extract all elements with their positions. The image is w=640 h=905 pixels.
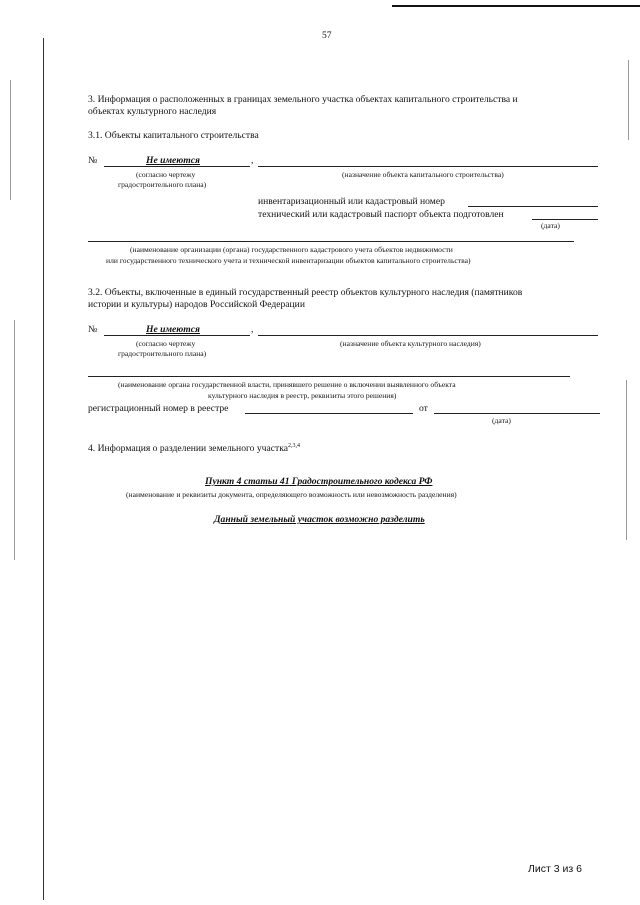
s32-authority-line	[88, 376, 570, 377]
s31-date-hint: (дата)	[541, 221, 560, 230]
s31-passport-label: технический или кадастровый паспорт объекта подготовлен	[258, 209, 504, 220]
s31-org-hint-line2: или государственного технического учета и технической инвентаризации объектов капитального строительства)	[106, 256, 471, 265]
scan-artifact	[10, 80, 11, 200]
section3-heading-line1: 3. Информация о расположенных в границах земельного участка объектах капитального строительства и	[88, 94, 518, 105]
scan-artifact	[14, 320, 15, 560]
s32-date-line	[434, 413, 600, 414]
s32-title-line1: 3.2. Объекты, включенные в единый государственный реестр объектов культурного наследия (памятников	[88, 287, 523, 298]
s32-authority-hint-line1: (наименование органа государственной власти, принявшего решение о включении выявленного объекта	[118, 380, 456, 389]
s4-document-value: Пункт 4 статьи 41 Градостроительного кодекса РФ	[205, 476, 433, 487]
s32-number-label: №	[88, 324, 98, 335]
s31-title: 3.1. Объекты капитального строительства	[88, 130, 259, 141]
s31-passport-date-line	[532, 219, 598, 220]
left-margin-border	[43, 38, 44, 900]
s32-registry-label: регистрационный номер в реестре	[88, 403, 229, 414]
s32-purpose-line	[258, 335, 598, 336]
s31-purpose-line	[258, 166, 598, 167]
s32-registry-line	[245, 413, 413, 414]
s32-comma: ,	[251, 324, 254, 335]
s31-comma: ,	[251, 155, 254, 166]
s32-from-label: от	[419, 403, 428, 414]
s4-conclusion: Данный земельный участок возможно разделить	[214, 514, 425, 525]
s31-hint-drawing-line2: градостроительного плана)	[118, 180, 207, 189]
s32-hint-drawing-line2: градостроительного плана)	[118, 349, 207, 358]
s31-inventory-label: инвентаризационный или кадастровый номер	[258, 196, 445, 207]
s32-number-value: Не имеются	[146, 324, 200, 335]
sheet-label: Лист 3 из 6	[528, 863, 582, 875]
s32-authority-hint-line2: культурного наследия в реестр, реквизиты этого решения)	[208, 391, 397, 400]
s31-number-label: №	[88, 155, 98, 166]
s31-inventory-line	[468, 206, 598, 207]
s31-hint-drawing-line1: (согласно чертежу	[136, 170, 196, 179]
s32-date-hint: (дата)	[492, 416, 511, 425]
top-edge-rule	[392, 5, 640, 7]
page-number: 57	[322, 30, 332, 41]
s32-hint-drawing-line1: (согласно чертежу	[136, 339, 196, 348]
section3-heading-line2: объектах культурного наследия	[88, 106, 217, 117]
s4-title: 4. Информация о разделении земельного участка	[88, 443, 288, 455]
s4-document-hint: (наименование и реквизиты документа, определяющего возможность или невозможность разделения)	[126, 490, 457, 499]
s4-superscript: 2,3,4	[287, 443, 300, 449]
scan-artifact	[626, 380, 627, 540]
s31-org-line	[88, 241, 574, 242]
s32-title-line2: истории и культуры) народов Российской Федерации	[88, 299, 305, 310]
s32-hint-purpose: (назначение объекта культурного наследия)	[340, 339, 481, 348]
scan-artifact	[628, 60, 629, 140]
s31-number-value: Не имеются	[146, 155, 200, 166]
s31-org-hint-line1: (наименование организации (органа) государственного кадастрового учета объектов недвижимости	[130, 245, 453, 254]
s31-hint-purpose: (назначение объекта капитального строительства)	[342, 170, 504, 179]
